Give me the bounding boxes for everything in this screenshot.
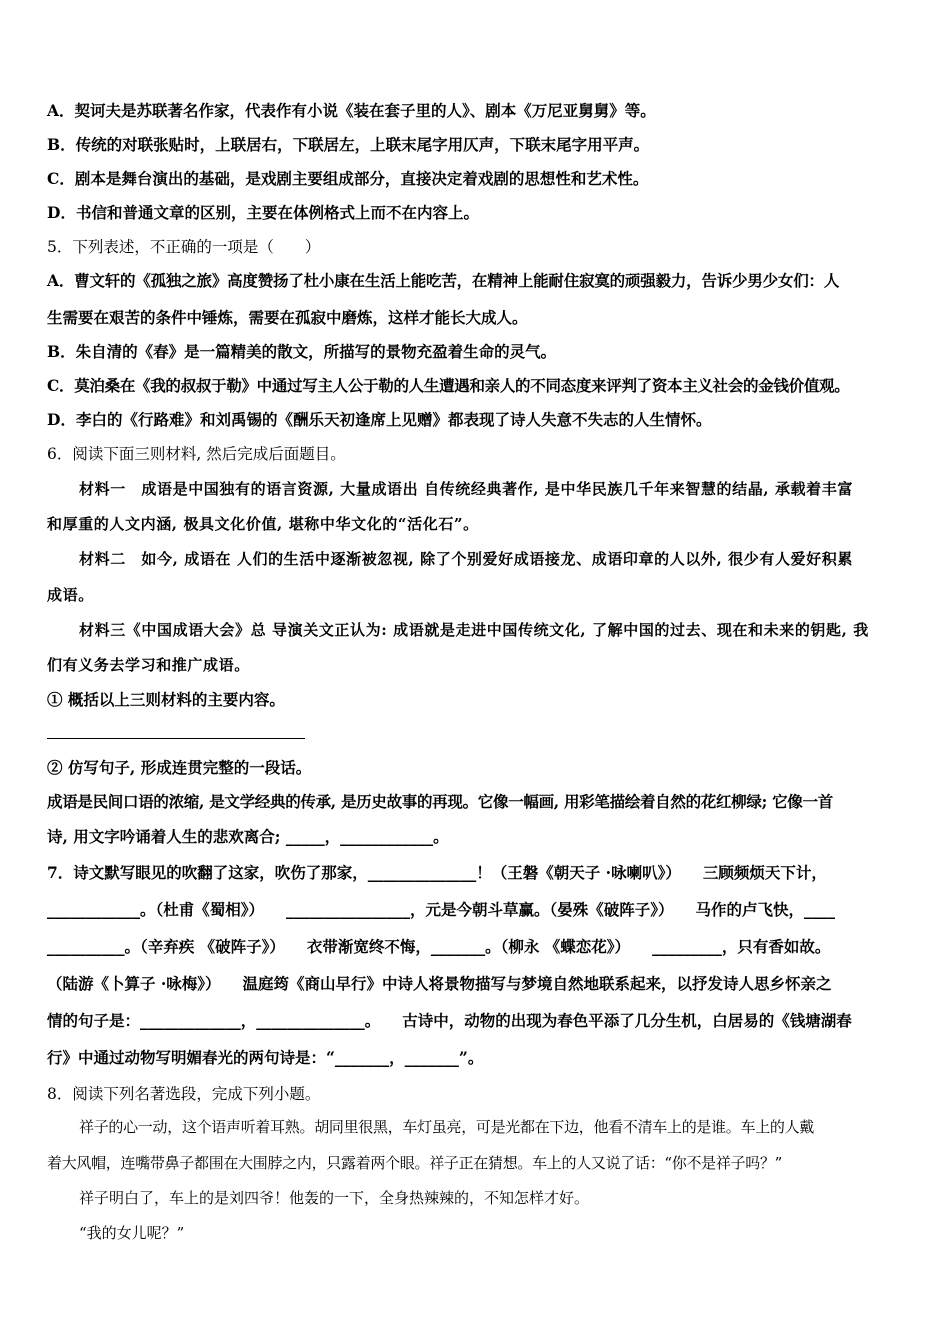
q7-line-6: 行》中通过动物写明媚春光的两句诗是：“_______，_______”。 [47, 1048, 484, 1067]
q7-line-2-b: ________________，元是今朝斗草赢。（晏殊《破阵子》） [286, 900, 674, 919]
q6-subquestion-1: ① 概括以上三则材料的主要内容。 [47, 690, 285, 709]
q7-line-1-a: 7．诗文默写眼见的吹翻了这家，吹伤了那家，______________！（王磐《朝天子 ·咏喇叭》） [47, 863, 681, 882]
q5-stem: 5．下列表述，不正确的一项是（ ） [47, 238, 321, 256]
q8-passage-2: 祥子明白了，车上的是刘四爷！他轰的一下，全身热辣辣的，不知怎样才好。 [79, 1189, 590, 1207]
q5-option-b: B．朱自清的《春》是一篇精美的散文，所描写的景物充盈着生命的灵气。 [47, 342, 557, 361]
q6-subquestion-2: ② 仿写句子, 形成连贯完整的一段话。 [47, 758, 312, 777]
q7-line-4 [47, 973, 832, 995]
q7-line-5 [47, 1010, 852, 1032]
q6-imitation-text: 成语是民间口语的浓缩, 是文学经典的传承, 是历史故事的再现。它像一幅画, 用彩笔描绘着自然的花红柳绿; 它像一首 [47, 792, 833, 811]
q8-passage-1-cont: 着大风帽，连嘴带鼻子都围在大围脖之内，只露着两个眼。祥子正在猜想。车上的人又说了话：“你不是祥子吗？” [47, 1154, 783, 1172]
q4-option-a: A．契诃夫是苏联著名作家，代表作有小说《装在套子里的人》、剧本《万尼亚舅舅》等。 [47, 101, 656, 120]
q7-line-4-b: 温庭筠《商山早行》中诗人将景物描写与梦境自然地联系起来，以抒发诗人思乡怀亲之 [242, 974, 832, 993]
q8-passage-3: “我的女儿呢？” [79, 1224, 185, 1242]
q4-option-b: B．传统的对联张贴时，上联居右，下联居左，上联末尾字用仄声，下联末尾字用平声。 [47, 135, 650, 154]
q7-line-2-a: ____________。（杜甫《蜀相》） [47, 900, 265, 919]
q7-line-5-a: 情的句子是：_____________，______________。 [47, 1011, 381, 1030]
q7-line-3 [47, 936, 830, 958]
q7-line-4-a: （陆游《卜算子 ·咏梅》） [47, 974, 221, 993]
q5-option-c: C．莫泊桑在《我的叔叔于勒》中通过写主人公于勒的人生遭遇和亲人的不同态度来评判了资本主义社会的金钱价值观。 [47, 376, 850, 395]
q8-stem: 8．阅读下列名著选段，完成下列小题。 [47, 1085, 321, 1103]
q7-line-3-c: _________，只有香如故。 [652, 937, 831, 956]
q5-option-a: A．曹文轩的《孤独之旅》高度赞扬了杜小康在生活上能吃苦，在精神上能耐住寂寞的顽强毅力，告诉少男少女们：人 [47, 271, 840, 290]
q7-line-5-b: 古诗中，动物的出现为春色平添了几分生机，白居易的《钱塘湖春 [402, 1011, 852, 1030]
q7-line-1-b: 三顾频烦天下计， [702, 863, 827, 882]
q6-material-1-cont: 和厚重的人文内涵, 极具文化价值, 堪称中华文化的“活化石”。 [47, 515, 479, 533]
answer-line [47, 738, 305, 739]
q5-option-a-cont: 生需要在艰苦的条件中锤炼，需要在孤寂中磨炼，这样才能长大成人。 [47, 308, 528, 327]
q7-line-3-a: __________。（辛弃疾 《破阵子》） [47, 937, 285, 956]
q7-line-2 [47, 899, 835, 921]
q6-material-2-cont: 成语。 [47, 586, 94, 604]
q8-passage-1: 祥子的心一动，这个语声听着耳熟。胡同里很黑，车灯虽亮，可是光都在下边，他看不清车上的是谁。车上的人戴 [79, 1118, 815, 1136]
q6-material-1: 材料一 成语是中国独有的语言资源, 大量成语出 自传统经典著作, 是中华民族几千年来智慧的结晶, 承载着丰富 [79, 480, 853, 498]
q5-option-d: D．李白的《行路难》和刘禹锡的《酬乐天初逢席上见赠》都表现了诗人失意不失志的人生情怀。 [47, 410, 712, 429]
q6-material-2: 材料二 如今, 成语在 人们的生活中逐渐被忽视, 除了个别爱好成语接龙、成语印章的人以外, 很少有人爱好积累 [79, 550, 853, 568]
q6-stem: 6．阅读下面三则材料, 然后完成后面题目。 [47, 445, 346, 463]
q6-material-3: 材料三《中国成语大会》总 导演关文正认为: 成语就是走进中国传统文化, 了解中国的过去、现在和未来的钥匙, 我 [79, 621, 869, 639]
q7-line-2-c: 马作的卢飞快，____ [695, 900, 836, 919]
q4-option-d: D．书信和普通文章的区别，主要在体例格式上而不在内容上。 [47, 203, 479, 222]
q6-imitation-text-cont: 诗, 用文字吟诵着人生的悲欢离合; _____，____________。 [47, 827, 449, 846]
q7-line-1 [47, 862, 827, 884]
q6-material-3-cont: 们有义务去学习和推广成语。 [47, 656, 250, 674]
q7-line-3-b: 衣带渐宽终不悔，_______。（柳永 《蝶恋花》） [306, 937, 631, 956]
q4-option-c: C．剧本是舞台演出的基础，是戏剧主要组成部分，直接决定着戏剧的思想性和艺术性。 [47, 169, 649, 188]
